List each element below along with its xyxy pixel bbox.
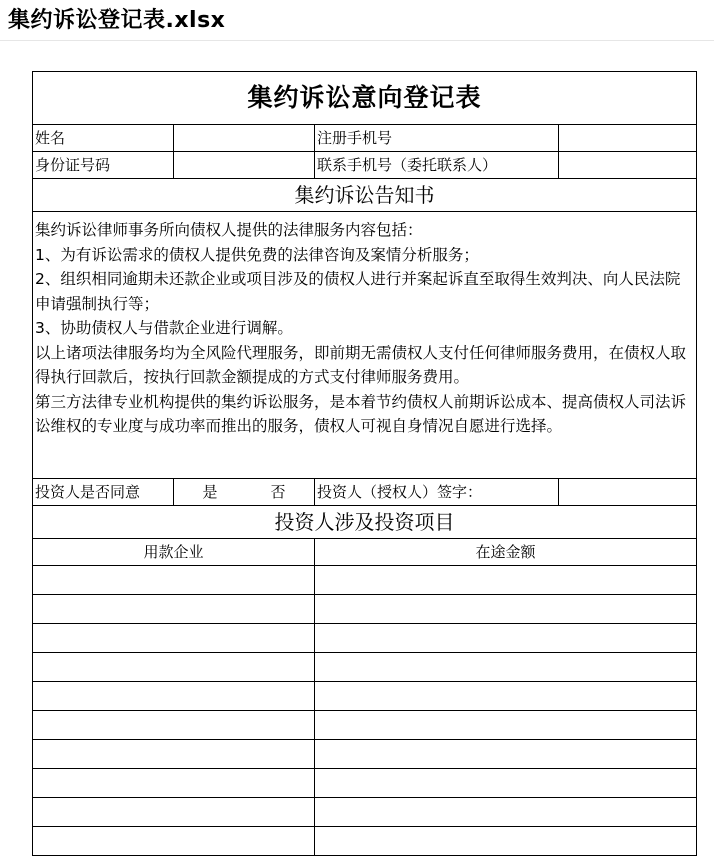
- amount-cell[interactable]: [315, 740, 697, 769]
- notice-line: 3、协助债权人与借款企业进行调解。: [35, 319, 293, 337]
- col-header-amount: 在途金额: [315, 539, 697, 566]
- id-cell[interactable]: [174, 152, 315, 179]
- company-cell[interactable]: [33, 595, 315, 624]
- amount-cell[interactable]: [315, 827, 697, 856]
- phone-label: 注册手机号: [315, 125, 559, 152]
- registration-form-table: [32, 71, 697, 856]
- amount-cell[interactable]: [315, 682, 697, 711]
- company-cell[interactable]: [33, 566, 315, 595]
- amount-cell[interactable]: [315, 595, 697, 624]
- company-cell[interactable]: [33, 740, 315, 769]
- contact-label: 联系手机号（委托联系人）: [315, 152, 559, 179]
- amount-cell[interactable]: [315, 566, 697, 595]
- agree-no-option[interactable]: 否: [270, 483, 286, 501]
- notice-title: 集约诉讼告知书: [33, 179, 697, 212]
- notice-line: 2、组织相同逾期未还款企业或项目涉及的债权人进行并案起诉直至取得生效判决、向人民法院申请强制执行等；: [35, 270, 681, 313]
- agree-options[interactable]: [174, 479, 315, 506]
- notice-line: 1、为有诉讼需求的债权人提供免费的法律咨询及案情分析服务；: [35, 245, 479, 264]
- notice-line: 第三方法律专业机构提供的集约诉讼服务，是本着节约债权人前期诉讼成本、提高债权人司法诉讼维权的专业度与成功率而推出的服务，债权人可视自身情况自愿进行选择。: [35, 392, 687, 435]
- company-cell[interactable]: [33, 653, 315, 682]
- notice-line: 以上诸项法律服务均为全风险代理服务，即前期无需债权人支付任何律师服务费用，在债权人取得执行回款后，按执行回款金额提成的方式支付律师服务费用。: [35, 343, 687, 386]
- amount-cell[interactable]: [315, 624, 697, 653]
- company-cell[interactable]: [33, 798, 315, 827]
- company-cell[interactable]: [33, 827, 315, 856]
- notice-line: 集约诉讼律师事务所向债权人提供的法律服务内容包括：: [35, 221, 423, 239]
- form-title: 集约诉讼意向登记表: [33, 72, 697, 125]
- amount-cell[interactable]: [315, 653, 697, 682]
- agree-label: 投资人是否同意: [33, 479, 174, 506]
- amount-cell[interactable]: [315, 711, 697, 740]
- company-cell[interactable]: [33, 769, 315, 798]
- company-cell[interactable]: [33, 624, 315, 653]
- agree-yes-option[interactable]: 是: [202, 483, 218, 501]
- file-title: 集约诉讼登记表.xlsx: [8, 8, 226, 33]
- name-cell[interactable]: [174, 125, 315, 152]
- signature-cell[interactable]: [559, 479, 697, 506]
- notice-body: [33, 212, 697, 479]
- signature-label: 投资人（授权人）签字：: [315, 479, 559, 506]
- projects-title: 投资人涉及投资项目: [33, 506, 697, 539]
- id-label: 身份证号码: [33, 152, 174, 179]
- company-cell[interactable]: [33, 682, 315, 711]
- contact-cell[interactable]: [559, 152, 697, 179]
- name-label: 姓名: [33, 125, 174, 152]
- phone-cell[interactable]: [559, 125, 697, 152]
- amount-cell[interactable]: [315, 798, 697, 827]
- amount-cell[interactable]: [315, 769, 697, 798]
- col-header-company: 用款企业: [33, 539, 315, 566]
- company-cell[interactable]: [33, 711, 315, 740]
- title-divider: [0, 40, 714, 41]
